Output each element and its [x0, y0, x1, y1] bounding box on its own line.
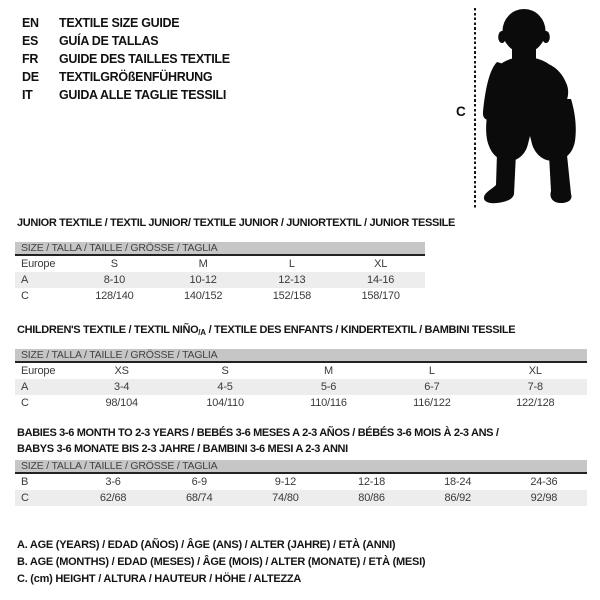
- measure-legend: [17, 537, 425, 588]
- size-cell: 158/170: [361, 290, 400, 302]
- language-title: TEXTILE SIZE GUIDE: [59, 16, 180, 30]
- row-label-cell: A: [21, 381, 29, 393]
- language-title: GUIDE DES TAILLES TEXTILE: [59, 52, 230, 66]
- babies-size-table: [15, 474, 587, 506]
- table-row: [15, 395, 587, 411]
- table-row: [15, 272, 425, 288]
- language-row: [22, 68, 230, 86]
- size-cell: 98/104: [105, 397, 138, 409]
- size-cell: L: [288, 258, 295, 270]
- row-label-cell: B: [21, 476, 29, 488]
- row-label-cell: C: [21, 397, 29, 409]
- size-header-label: SIZE / TALLA / TAILLE / GRÖSSE / TAGLIA: [21, 349, 218, 361]
- babies-title-line-2: BABYS 3-6 MONATE BIS 2-3 JAHRE / BAMBINI 3-6 MESI A 2-3 ANNI: [17, 443, 348, 455]
- size-cell: 62/68: [99, 492, 127, 504]
- size-cell: 92/98: [530, 492, 558, 504]
- size-header-label: SIZE / TALLA / TAILLE / GRÖSSE / TAGLIA: [21, 242, 218, 254]
- language-code: FR: [22, 52, 39, 66]
- size-cell: L: [428, 365, 435, 377]
- row-label-cell: C: [21, 290, 29, 302]
- size-header-bar: [15, 460, 587, 474]
- size-cell: XL: [528, 365, 542, 377]
- size-cell: 140/152: [183, 290, 223, 302]
- size-cell: 80/86: [358, 492, 385, 504]
- junior-table-title: JUNIOR TEXTILE / TEXTIL JUNIOR/ TEXTILE JUNIOR / JUNIORTEXTIL / JUNIOR TESSILE: [17, 217, 456, 229]
- size-cell: XL: [374, 258, 388, 270]
- legend-line-b: B. AGE (MONTHS) / EDAD (MESES) / ÂGE (MOIS) / ALTER (MONATE) / ETÀ (MESI): [17, 556, 426, 568]
- children-table-section: [15, 324, 587, 411]
- row-label-cell: A: [21, 274, 29, 286]
- table-row: [15, 379, 587, 395]
- language-code: IT: [22, 88, 33, 102]
- language-title: GUIDA ALLE TAGLIE TESSILI: [59, 88, 227, 102]
- size-cell: M: [323, 365, 333, 377]
- size-header-label: SIZE / TALLA / TAILLE / GRÖSSE / TAGLIA: [21, 460, 218, 472]
- size-header-bar: [15, 242, 425, 256]
- size-cell: 128/140: [95, 290, 134, 302]
- legend-line-a: A. AGE (YEARS) / EDAD (AÑOS) / ÂGE (ANS) / ALTER (JAHRE) / ETÀ (ANNI): [17, 539, 396, 551]
- language-title-list: [22, 14, 230, 104]
- language-title: TEXTILGRÖßENFÜHRUNG: [59, 70, 213, 84]
- size-cell: 18-24: [444, 476, 472, 488]
- size-cell: 7-8: [527, 381, 543, 393]
- size-cell: 5-6: [320, 381, 337, 393]
- language-title: GUÍA DE TALLAS: [59, 34, 159, 48]
- size-cell: 122/128: [516, 397, 555, 409]
- language-code: ES: [22, 34, 39, 48]
- height-measure-dotted-line: [474, 8, 476, 209]
- size-cell: 9-12: [274, 476, 296, 488]
- legend-line-c: C. (cm) HEIGHT / ALTURA / HAUTEUR / HÖHE / ALTEZZA: [17, 573, 302, 585]
- children-title-prefix: CHILDREN'S TEXTILE / TEXTIL NIÑO: [17, 324, 199, 336]
- language-code: EN: [22, 16, 39, 30]
- junior-table-section: [15, 217, 456, 304]
- language-row: [22, 32, 230, 50]
- size-cell: XS: [114, 365, 129, 377]
- size-cell: S: [221, 365, 229, 377]
- size-cell: 10-12: [189, 274, 217, 286]
- children-title-suffix: / TEXTILE DES ENFANTS / KINDERTEXTIL / BAMBINI TESSILE: [205, 324, 516, 336]
- babies-table-title: [15, 425, 587, 457]
- size-cell: 24-36: [530, 476, 558, 488]
- children-table-title: [15, 324, 587, 339]
- height-measure-label: C: [456, 104, 466, 119]
- size-cell: 104/110: [206, 397, 244, 409]
- babies-title-line-1: BABIES 3-6 MONTH TO 2-3 YEARS / BEBÉS 3-6 MESES A 2-3 AÑOS / BÉBÉS 3-6 MOIS À 2-3 ANS /: [17, 427, 499, 439]
- size-cell: 6-9: [191, 476, 207, 488]
- size-cell: 116/122: [413, 397, 451, 409]
- toddler-silhouette-icon: [482, 7, 598, 207]
- row-label-cell: Europe: [21, 258, 56, 270]
- size-cell: 4-5: [217, 381, 233, 393]
- size-cell: S: [110, 258, 118, 270]
- language-row: [22, 86, 230, 104]
- table-row: [15, 363, 587, 379]
- table-row: [15, 256, 425, 272]
- table-row: [15, 288, 425, 304]
- row-label-cell: Europe: [21, 365, 56, 377]
- junior-size-table: [15, 256, 425, 304]
- size-cell: 12-13: [278, 274, 306, 286]
- size-cell: 3-6: [105, 476, 121, 488]
- language-row: [22, 14, 230, 32]
- language-row: [22, 50, 230, 68]
- children-size-table: [15, 363, 587, 411]
- size-cell: 12-18: [357, 476, 386, 488]
- children-title-subscript: /A: [198, 328, 206, 337]
- size-cell: 3-4: [114, 381, 130, 393]
- size-cell: 152/158: [272, 290, 312, 302]
- size-cell: 14-16: [367, 274, 395, 286]
- size-cell: 6-7: [424, 381, 440, 393]
- babies-table-section: [15, 425, 587, 506]
- size-cell: 86/92: [444, 492, 471, 504]
- language-code: DE: [22, 70, 39, 84]
- size-cell: 74/80: [272, 492, 299, 504]
- size-cell: 8-10: [103, 274, 125, 286]
- size-cell: 110/116: [310, 397, 347, 409]
- table-row: [15, 490, 587, 506]
- size-cell: 68/74: [185, 492, 213, 504]
- table-row: [15, 474, 587, 490]
- row-label-cell: C: [21, 492, 29, 504]
- size-cell: M: [198, 258, 208, 270]
- size-header-bar: [15, 349, 587, 363]
